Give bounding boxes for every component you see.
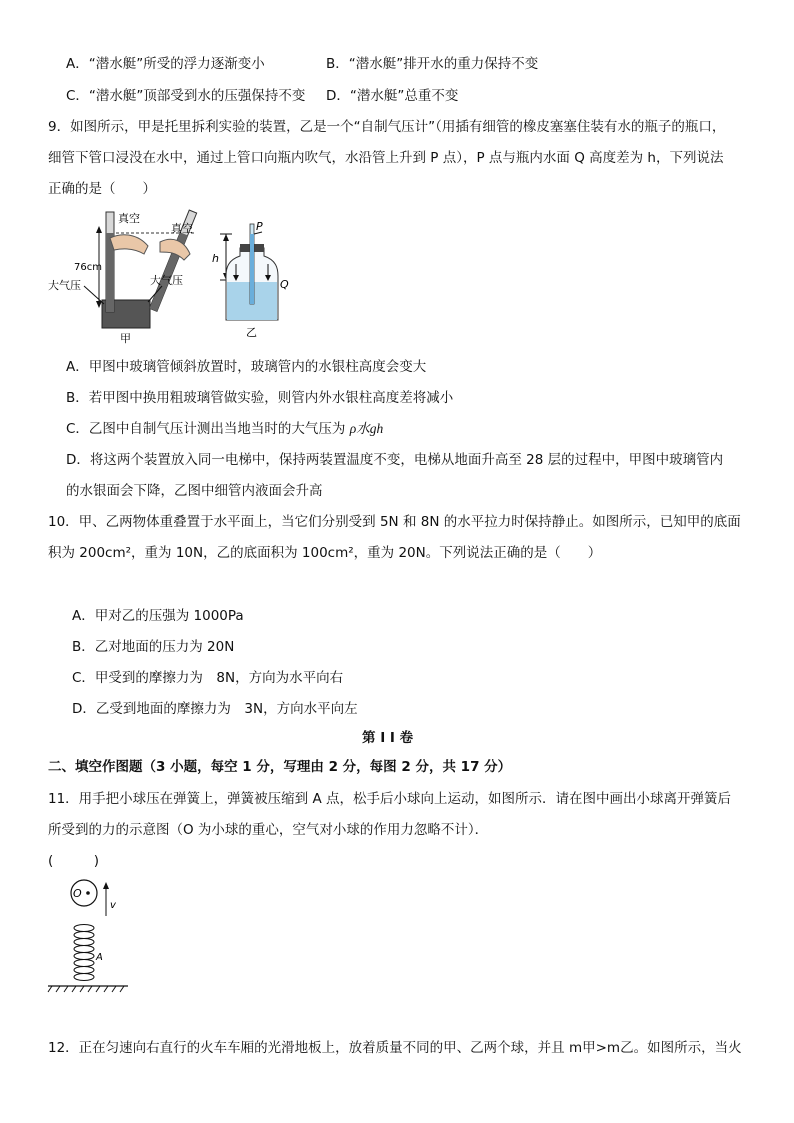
q9-option-d-line1: D．将这两个装置放入同一电梯中，保持两装置温度不变，电梯从地面升高至 28 层的过程中，甲图中玻璃管内 [66, 452, 724, 468]
fig-label-atm2: 大气压 [150, 274, 183, 287]
fig-label-yi: 乙 [246, 326, 257, 339]
q8-option-a: A．“潜水艇”所受的浮力逐渐变小 [66, 56, 265, 72]
part-title: 第 I I 卷 [362, 730, 414, 746]
fig-label-jia: 甲 [120, 332, 131, 344]
q9-option-c-text: C．乙图中自制气压计测出当地当时的大气压为 [66, 421, 350, 437]
q10-option-b: B．乙对地面的压力为 20N [72, 639, 235, 655]
fig-label-p: P [256, 220, 263, 233]
q9-stem-line3: 正确的是（ ） [48, 181, 156, 197]
q9-option-a: A．甲图中玻璃管倾斜放置时，玻璃管内的水银柱高度会变大 [66, 359, 427, 375]
q10-option-d: D．乙受到地面的摩擦力为 3N，方向水平向左 [72, 701, 358, 717]
fig-label-vacuum1: 真空 [118, 212, 140, 225]
section2-title: 二、填空作图题（3 小题，每空 1 分，写理由 2 分，每图 2 分，共 17 分） [48, 759, 512, 775]
q11-stem-line1: 11．用手把小球压在弹簧上，弹簧被压缩到 A 点，松手后小球向上运动，如图所示．请在图中画出小球离开弹簧后 [48, 791, 731, 807]
fig-label-h: h [212, 252, 219, 265]
q9-option-c-formula: ρ水gh [349, 421, 384, 436]
fig-label-q: Q [280, 278, 289, 291]
q10-stem-line2: 积为 200cm²，重为 10N，乙的底面积为 100cm²，重为 20N。下列说法正确的是（ ） [48, 545, 602, 561]
spring-ball-figure [44, 876, 134, 998]
fig-label-o: O [73, 887, 82, 900]
q10-option-a: A．甲对乙的压强为 1000Pa [72, 608, 244, 624]
q10-option-c: C．甲受到的摩擦力为 8N，方向为水平向右 [72, 670, 344, 686]
q9-option-b: B．若甲图中换用粗玻璃管做实验，则管内外水银柱高度差将减小 [66, 390, 454, 406]
fig-label-a: A [96, 952, 103, 963]
q8-option-b: B．“潜水艇”排开水的重力保持不变 [326, 56, 539, 72]
barometer-figure [206, 220, 290, 342]
q9-stem-line1: 9．如图所示，甲是托里拆利实验的装置，乙是一个“自制气压计”（用插有细管的橡皮塞塞住装有水的瓶子的瓶口， [48, 119, 726, 135]
q12-stem-line1: 12．正在匀速向右直行的火车车厢的光滑地板上，放着质量不同的甲、乙两个球，并且 m甲>m乙。如图所示，当火 [48, 1040, 742, 1056]
fig-label-76cm: 76cm [74, 262, 102, 273]
q9-option-d-line2: 的水银面会下降，乙图中细管内液面会升高 [66, 483, 323, 499]
q9-option-c [66, 420, 383, 438]
q10-stem-line1: 10．甲、乙两物体重叠置于水平面上，当它们分别受到 5N 和 8N 的水平拉力时保持静止。如图所示，已知甲的底面 [48, 514, 741, 530]
fig-label-vacuum2: 真空 [171, 222, 193, 235]
torricelli-figure [44, 208, 214, 344]
fig-label-v: v [110, 900, 116, 911]
fig-label-atm1: 大气压 [48, 279, 81, 292]
q11-stem-line2: 所受到的力的示意图（O 为小球的重心，空气对小球的作用力忽略不计）． [48, 822, 489, 838]
q9-stem-line2: 细管下管口浸没在水中，通过上管口向瓶内吹气，水沿管上升到 P 点），P 点与瓶内水面 Q 高度差为 h，下列说法 [48, 150, 724, 166]
q11-answer-blank: ( ) [48, 853, 100, 869]
q8-option-c: C．“潜水艇”顶部受到水的压强保持不变 [66, 88, 306, 104]
q8-option-d: D．“潜水艇”总重不变 [326, 88, 459, 104]
